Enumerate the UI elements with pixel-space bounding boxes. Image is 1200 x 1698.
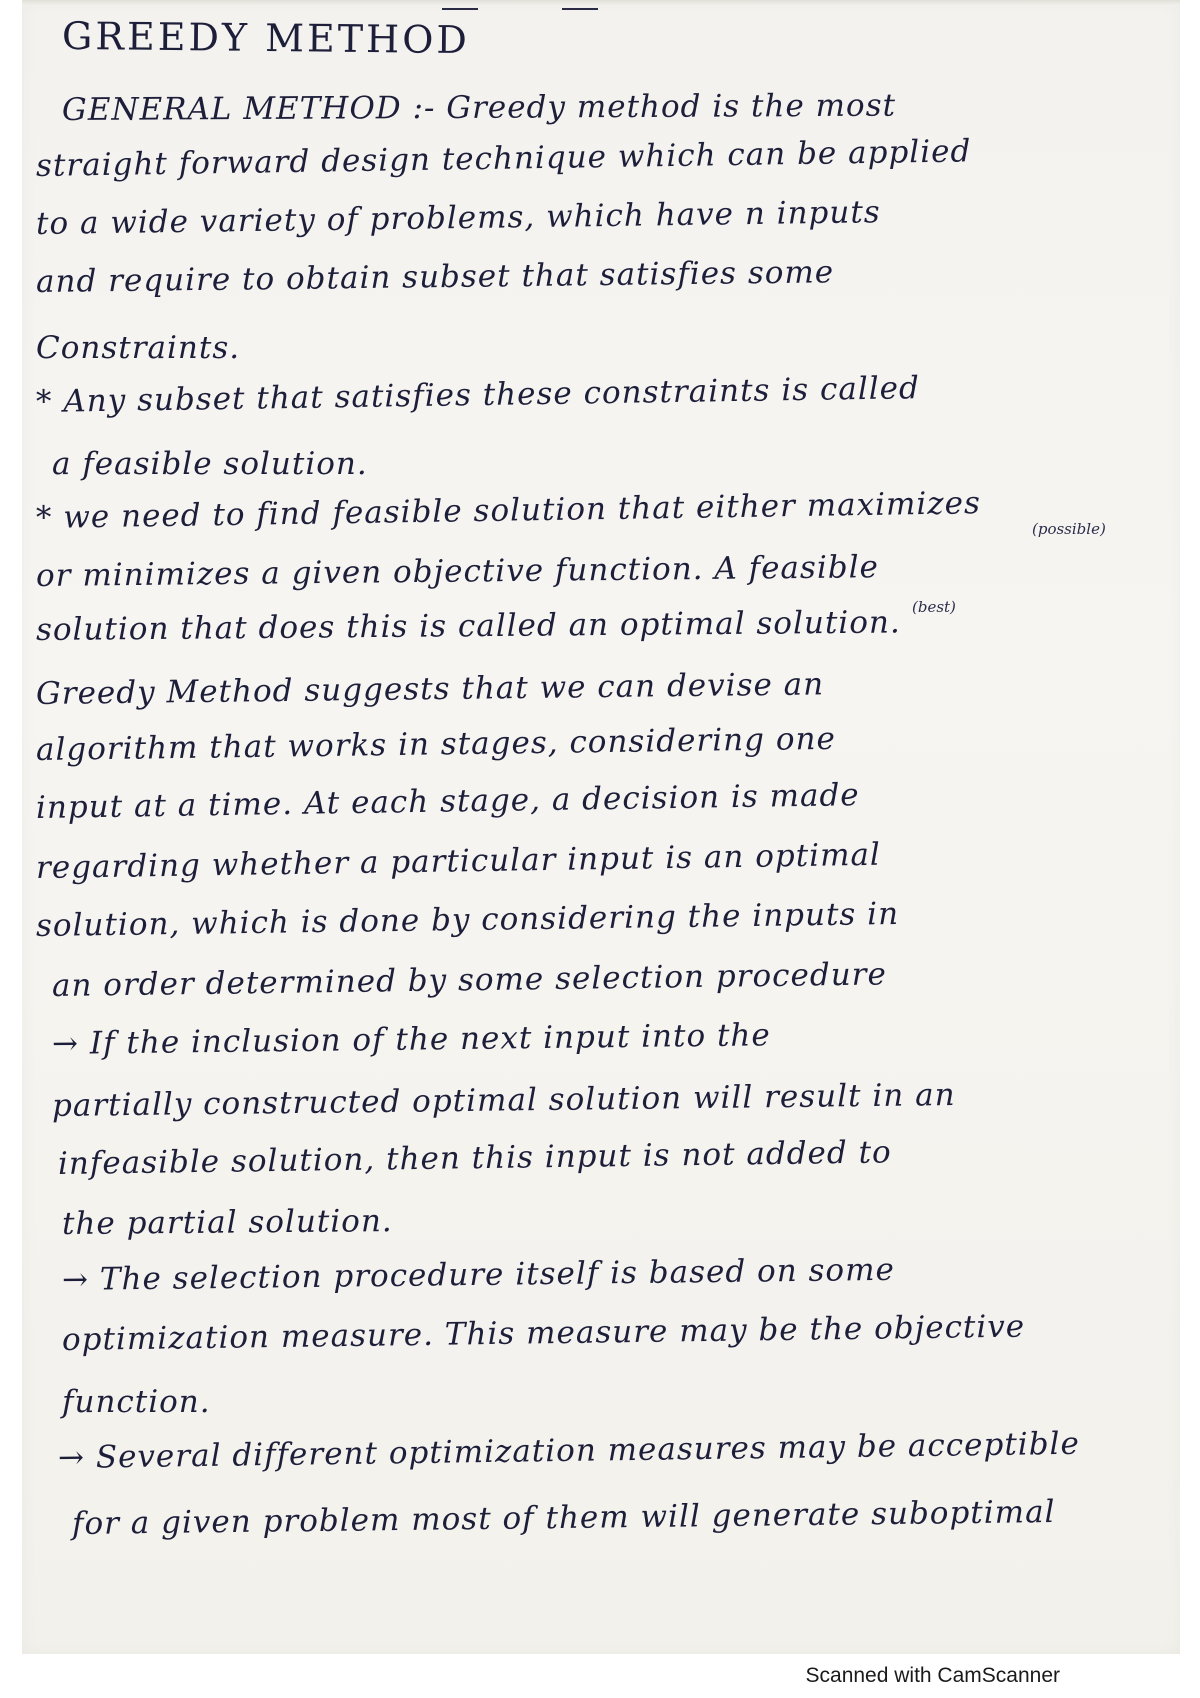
note-line-19: infeasible solution, then this input is not added to — [57, 1134, 892, 1182]
scanner-footer — [0, 1654, 1200, 1698]
annotation-best: (best) — [912, 598, 956, 616]
torn-top-edge — [22, 0, 1180, 6]
note-line-3: to a wide variety of problems, which have n inputs — [35, 194, 881, 242]
note-line-2: straight forward design technique which can be applied — [35, 133, 972, 184]
note-line-5: Constraints. — [36, 330, 241, 366]
notebook-paper — [22, 0, 1180, 1654]
page-title: GREEDY METHOD — [61, 13, 471, 63]
note-line-12: algorithm that works in stages, considering one — [35, 720, 837, 768]
note-line-15: solution, which is done by considering the inputs in — [35, 895, 900, 944]
annotation-possible: (possible) — [1032, 520, 1106, 538]
note-line-16: an order determined by some selection procedure — [51, 956, 888, 1004]
note-line-6: * Any subset that satisfies these constraints is called — [35, 370, 921, 420]
note-line-9: or minimizes a given objective function. A feasible — [35, 549, 880, 594]
cut-off-ink-mark — [442, 0, 478, 10]
note-line-24: → Several different optimization measures may be acceptible — [57, 1425, 1081, 1476]
camscanner-label: Scanned with CamScanner — [805, 1664, 1060, 1687]
note-line-21: → The selection procedure itself is based on some — [61, 1251, 896, 1298]
note-line-23: function. — [62, 1384, 211, 1420]
note-line-8: * we need to find feasible solution that either maximizes — [35, 485, 982, 536]
note-line-22: optimization measure. This measure may be the objective — [61, 1308, 1026, 1358]
note-line-20: the partial solution. — [61, 1203, 393, 1242]
note-line-7: a feasible solution. — [52, 446, 368, 482]
note-line-18: partially constructed optimal solution will result in an — [51, 1076, 956, 1124]
note-line-17: → If the inclusion of the next input into the — [51, 1017, 771, 1062]
cut-off-ink-mark — [562, 0, 598, 10]
note-line-10: solution that does this is called an optimal solution. — [35, 604, 901, 648]
note-line-4: and require to obtain subset that satisfies some — [35, 254, 835, 300]
note-line-14: regarding whether a particular input is an optimal — [35, 836, 882, 886]
note-line-13: input at a time. At each stage, a decision is made — [35, 777, 860, 826]
note-line-1: GENERAL METHOD :- Greedy method is the most — [61, 87, 897, 128]
note-line-25: for a given problem most of them will generate suboptimal — [71, 1493, 1056, 1542]
note-line-11: Greedy Method suggests that we can devise an — [35, 666, 825, 712]
